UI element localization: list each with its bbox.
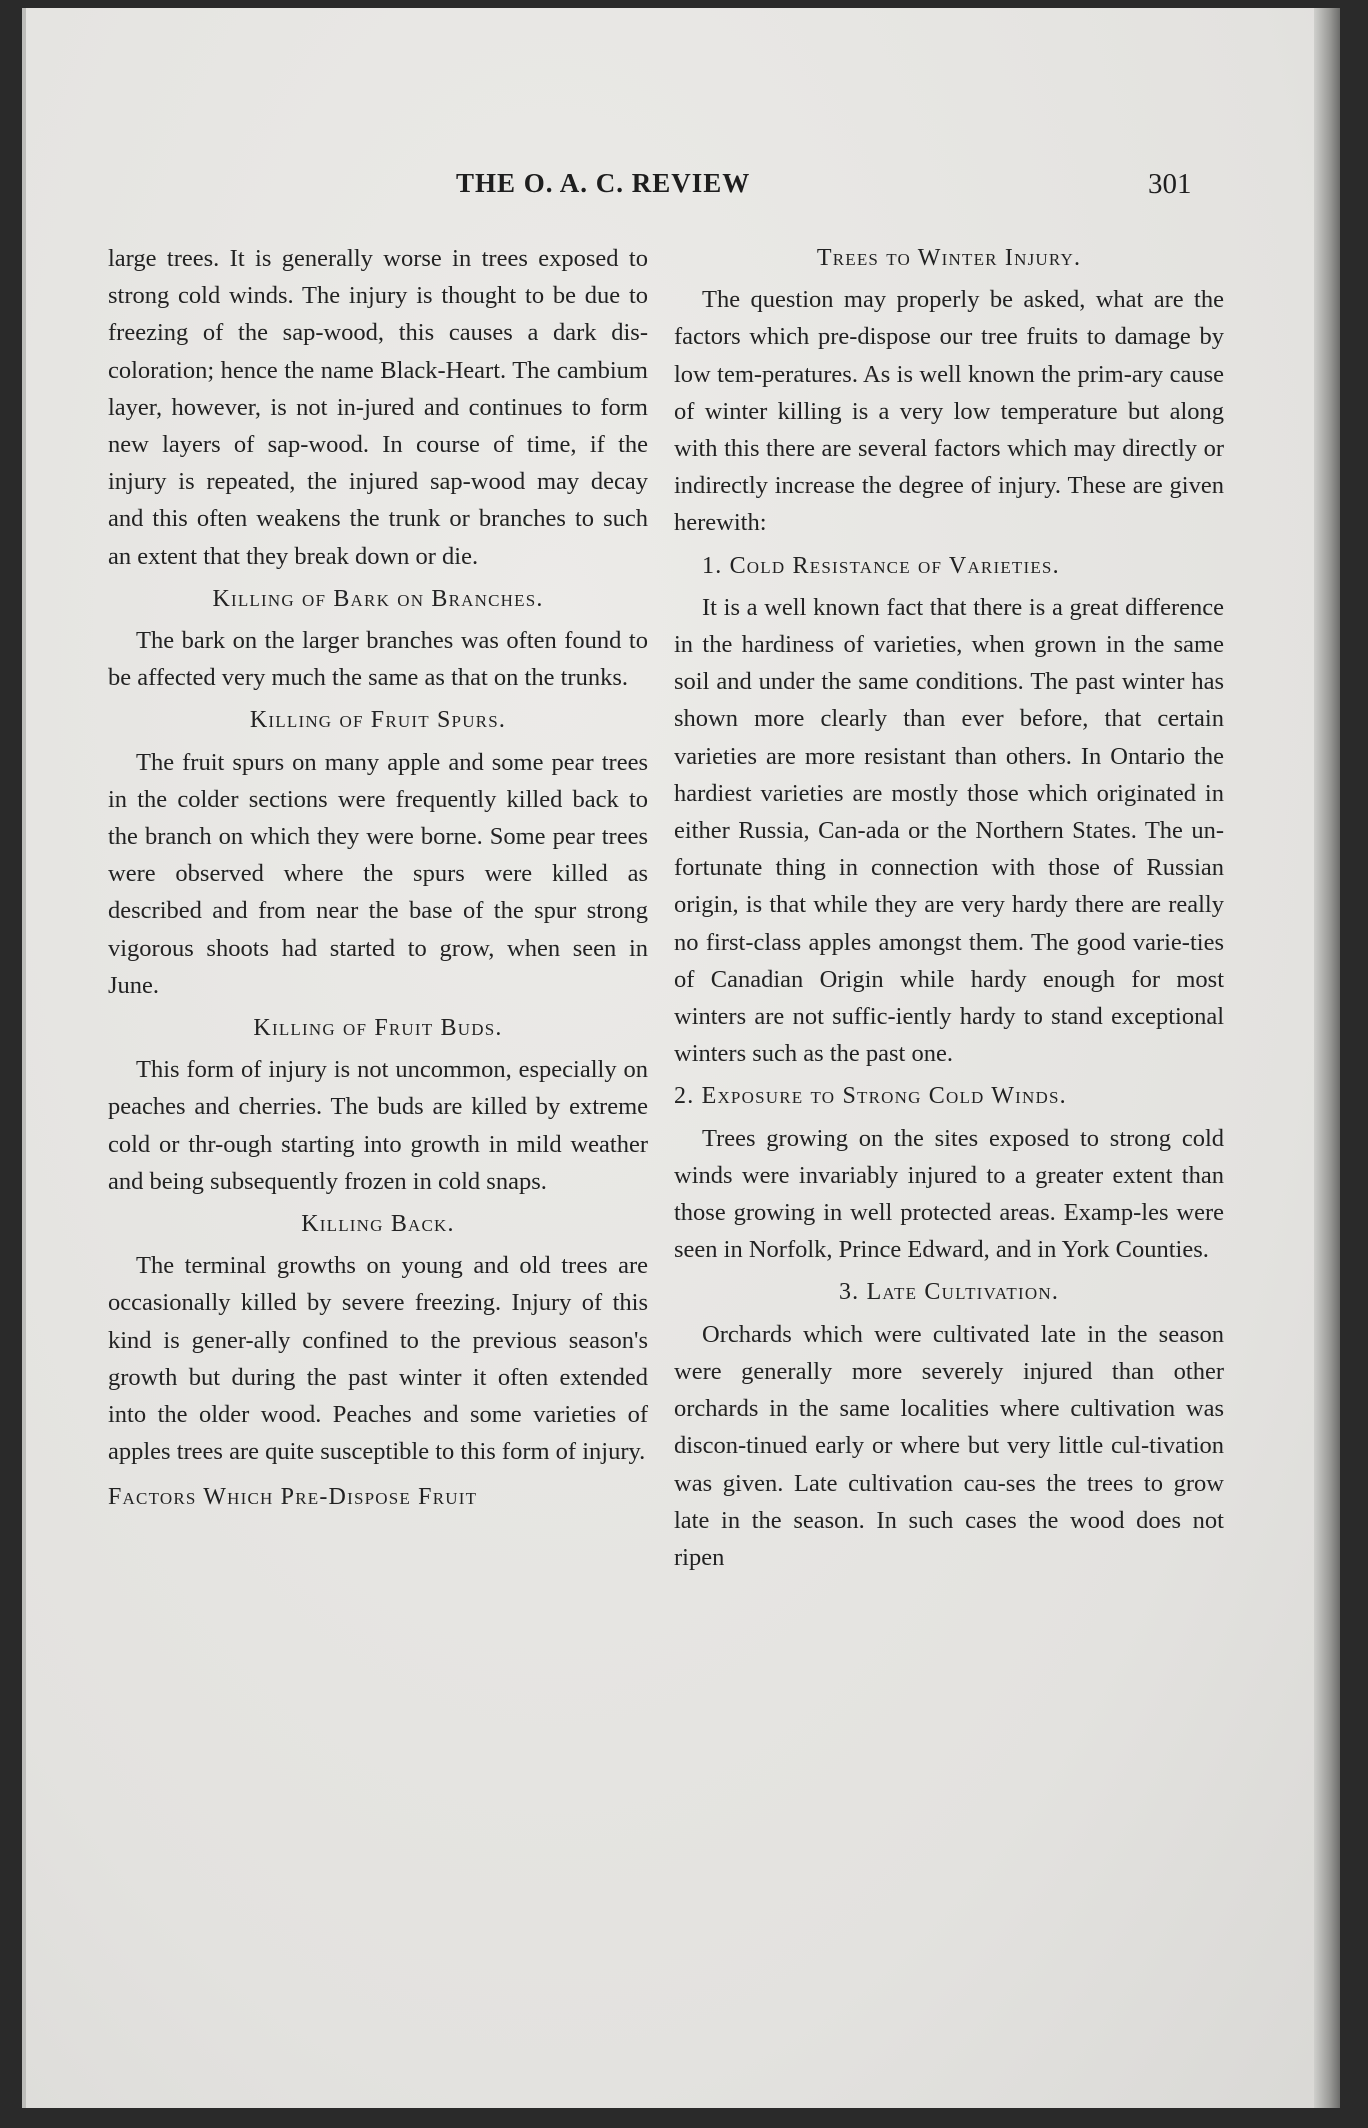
left-column	[108, 240, 648, 1516]
paragraph-fruit-buds: This form of injury is not uncommon, especially on peaches and cherries. The buds are killed by extreme cold or thr-ough starting into growth in mild weather and being subsequently frozen in cold snaps.	[108, 1056, 648, 1195]
paragraph-killing-back: The terminal growths on young and old trees are occasionally killed by severe freezing. Injury of this kind is gener-ally confined to the previous season's growth but during the past winter it often extended into the older wood. Peaches and some varieties of apples trees are quite susceptible to this form of injury.	[108, 1252, 648, 1466]
heading-exposure-cold-winds: 2. Exposure to Strong Cold Winds.	[674, 1083, 1067, 1110]
heading-killing-of-fruit-buds: Killing of Fruit Buds.	[253, 1015, 503, 1042]
paragraph-late-cultivation: Orchards which were cultivated late in the season were generally more severely injured than other orchards in the same localities where cultivation was discon-tinued early or where but very little cul-tivation was given. Late cultivation cau-ses the trees to grow late in the season. In such cases the wood does not ripen	[674, 1320, 1224, 1571]
paragraph-fruit-spurs: The fruit spurs on many apple and some pear trees in the colder sections were frequently killed back to the branch on which they were borne. Some pear trees were observed where the spurs were killed as described and from near the base of the spur strong vigorous shoots had started to grow, when seen in June.	[108, 748, 648, 999]
paragraph-black-heart: large trees. It is generally worse in trees exposed to strong cold winds. The injury is thought to be due to freezing of the sap-wood, this causes a dark dis-coloration; hence the name Black-Heart. The cambium layer, however, is not in-jured and continues to form new layers of sap-wood. In course of time, if the injury is repeated, the injured sap-wood may decay and this often weakens the trunk or branches to such an extent that they break down or die.	[108, 245, 648, 570]
page-number: 301	[1148, 168, 1192, 200]
heading-trees-to-winter-injury: Trees to Winter Injury.	[816, 245, 1082, 271]
paragraph-factors-intro: The question may properly be asked, what are the factors which pre-dispose our tree fruits to damage by low tem-peratures. As is well known the prim-ary cause of winter killing is a very low temperature but along with this there are several factors which may directly or indirectly increase the degree of injury. These are given herewith:	[674, 286, 1224, 537]
heading-killing-of-bark: Killing of Bark on Branches.	[212, 585, 544, 612]
heading-killing-back: Killing Back.	[301, 1211, 455, 1238]
document-page	[22, 8, 1340, 2108]
right-column	[674, 240, 1224, 1576]
page-edge-shadow	[1314, 8, 1340, 2108]
paragraph-exposure-cold-winds: Trees growing on the sites exposed to strong cold winds were invariably injured to a greater extent than those growing in well protected areas. Examp-les were seen in Norfolk, Prince Edward, and in York Counties.	[674, 1124, 1224, 1264]
heading-cold-resistance: 1. Cold Resistance of Varieties.	[702, 552, 1060, 579]
heading-late-cultivation: 3. Late Cultivation.	[838, 1279, 1060, 1306]
running-title: THE O. A. C. REVIEW	[456, 168, 751, 198]
heading-factors-part-1: Factors Which Pre-Dispose Fruit	[108, 1483, 478, 1510]
paragraph-cold-resistance: It is a well known fact that there is a great difference in the hardiness of varieties, when grown in the same soil and under the same conditions. The past winter has shown more clearly than ever before, that certain varieties are more resistant than others. In Ontario the hardiest varieties are mostly those which originated in either Russia, Can-ada or the Northern States. The un-fortunate thing in connection with those of Russian origin, is that while they are very hardy there are really no first-class apples amongst them. The good varie-ties of Canadian Origin while hardy enough for most winters are not suffic-iently hardy to stand exceptional winters such as the past one.	[674, 593, 1224, 1068]
paragraph-bark-on-branches: The bark on the larger branches was often found to be affected very much the same as that on the trunks.	[108, 627, 648, 692]
page-header	[26, 168, 1344, 208]
heading-killing-of-fruit-spurs: Killing of Fruit Spurs.	[249, 707, 507, 734]
